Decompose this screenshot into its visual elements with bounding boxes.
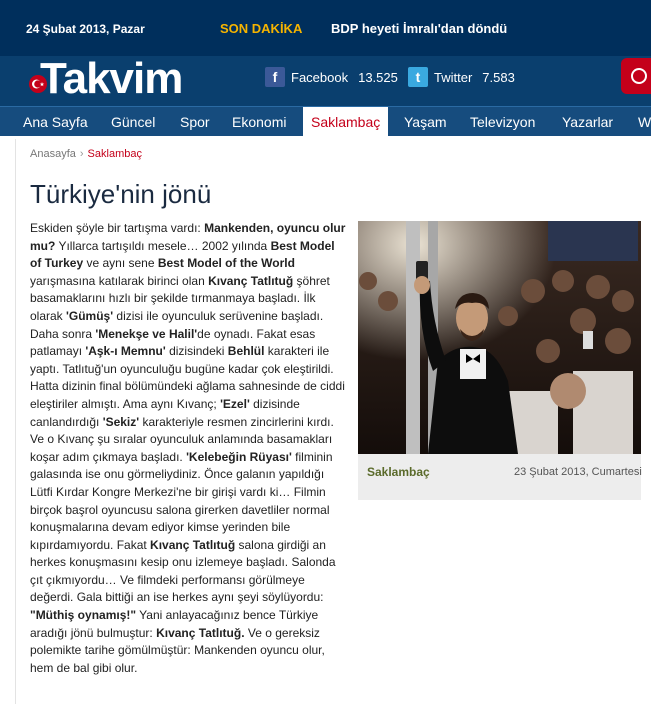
nav-item-saklambac[interactable]: Saklambaç bbox=[303, 107, 388, 137]
article-text: de oynadı. Fakat esas patlamayı bbox=[30, 326, 316, 359]
article-emphasis: 'Gümüş' bbox=[66, 308, 114, 323]
breadcrumb-home[interactable]: Anasayfa bbox=[30, 148, 76, 160]
nav-item-yazarlar[interactable]: Yazarlar bbox=[562, 114, 614, 130]
breaking-news-label: SON DAKİKA bbox=[220, 21, 303, 36]
nav-item-yasam[interactable]: Yaşam bbox=[404, 114, 447, 130]
article-text: Yani anlayacağınız bence Türkiye aradığı jönü bulmuştur: bbox=[30, 608, 319, 640]
article-text: dizisi ile oyunculuk serüvenine başladı. Daha sonra bbox=[30, 308, 324, 341]
nav-item-guncel[interactable]: Güncel bbox=[111, 114, 156, 130]
article-title: Türkiye'nin jönü bbox=[30, 179, 212, 209]
article-text: karakteri ile yaptı. Tatlıtuğ'un oyunculuğu bugüne kadar çok eleştirildi. Hatta dizinin final bölümündeki ağlama sahnesinde de ciddi eleştiriler almıştı. Ama aynı Kıvanç; bbox=[30, 344, 345, 411]
breadcrumb-current[interactable]: Saklambaç bbox=[87, 148, 142, 160]
article-emphasis: Mankenden, oyuncu olur mu? bbox=[30, 221, 346, 253]
breadcrumb bbox=[30, 148, 142, 160]
current-date: 24 Şubat 2013, Pazar bbox=[26, 22, 145, 36]
twitter-icon: t bbox=[408, 67, 428, 87]
article-emphasis: Best Model of the World bbox=[157, 256, 295, 271]
article-text: dizisindeki bbox=[165, 344, 228, 359]
main-nav bbox=[0, 106, 651, 136]
article-emphasis: "Müthiş oynamış!" bbox=[30, 608, 137, 623]
article-text: salona girdiği an herkes konuşmasını kesip onu izlemeye başladı. Salonda çıt çıkmıyordu… Ve filmdeki performansı görülmeye değerdi. Gala bittiği an ise herkes aynı şeyi söylüyordu: bbox=[30, 537, 336, 605]
facebook-count: 13.525 bbox=[358, 69, 398, 85]
site-logo[interactable] bbox=[28, 54, 233, 103]
article-text: filminin galasında ise onu görmeliydiniz. Önce galanın yapıldığı Lütfi Kırdar Kongre Merkezi'ne bir girişi vardı ki… Filmin birçok başrol oyuncusu salona girerken davetliler normal konuşmalarına devam ediyor kimse yerinden bile kıpırdamıyordu. Fakat bbox=[30, 449, 333, 552]
twitter-link[interactable] bbox=[408, 66, 515, 88]
chevron-right-icon: › bbox=[79, 148, 84, 160]
nav-item-spor[interactable]: Spor bbox=[180, 114, 210, 130]
nav-item-ekonomi[interactable]: Ekonomi bbox=[232, 114, 287, 130]
article-text: Ve o gereksiz polemikte tarihe gömülmüştür: Mankenden oyuncu olur, hem de bal gibi olur. bbox=[30, 625, 325, 675]
article-emphasis: Kıvanç Tatlıtuğ bbox=[150, 537, 236, 552]
twitter-label: Twitter bbox=[434, 69, 473, 85]
article-emphasis: Kıvanç Tatlıtuğ bbox=[208, 273, 294, 288]
photo-date: 23 Şubat 2013, Cumartesi bbox=[514, 466, 642, 478]
article-emphasis: Best Model of Turkey bbox=[30, 238, 335, 271]
article-text: ve aynı sene bbox=[83, 256, 158, 271]
nav-item-ana-sayfa[interactable]: Ana Sayfa bbox=[23, 114, 88, 130]
search-icon bbox=[631, 68, 647, 84]
article-emphasis: 'Ezel' bbox=[220, 396, 250, 411]
breaking-news-link[interactable]: BDP heyeti İmralı'dan döndü bbox=[331, 21, 508, 36]
facebook-icon: f bbox=[265, 67, 285, 87]
article-text: dizisinde canlandırdığı bbox=[30, 396, 300, 429]
article-emphasis: 'Menekşe ve Halil' bbox=[95, 326, 198, 341]
nav-item-televizyon[interactable]: Televizyon bbox=[470, 114, 536, 130]
article-emphasis: 'Sekiz' bbox=[102, 414, 140, 429]
photo-illustration bbox=[358, 221, 641, 454]
article-emphasis: 'Aşk-ı Memnu' bbox=[85, 344, 166, 359]
article-photo[interactable] bbox=[358, 221, 641, 454]
facebook-label: Facebook bbox=[291, 69, 349, 85]
nav-item-more[interactable]: W bbox=[638, 114, 651, 130]
logo-text: Takvim bbox=[40, 54, 183, 103]
article-text: Eskiden şöyle bir tartışma vardı: bbox=[30, 221, 205, 235]
article-text: karakteriyle resmen zincirlerini kırdı. Ve o Kıvanç şu sıralar oyunculuk anlamında basamakları koşar adım çıkmaya başladı. bbox=[30, 414, 334, 464]
article-emphasis: 'Kelebeğin Rüyası' bbox=[186, 449, 292, 464]
article-text: Yıllarca tartışıldı mesele… 2002 yılında bbox=[55, 238, 271, 253]
search-button[interactable] bbox=[621, 58, 651, 94]
article-emphasis: Behlül bbox=[227, 344, 265, 359]
article-text: yarışmasına katılarak birinci olan bbox=[30, 273, 209, 288]
twitter-count: 7.583 bbox=[482, 69, 515, 85]
article-text: şöhret basamaklarını hızlı bir şekilde tırmanmaya başladı. İlk olarak bbox=[30, 273, 330, 323]
article-body bbox=[30, 220, 346, 677]
article-emphasis: Kıvanç Tatlıtuğ. bbox=[156, 625, 245, 640]
photo-category[interactable]: Saklambaç bbox=[367, 465, 430, 479]
content-divider bbox=[15, 139, 16, 704]
facebook-link[interactable] bbox=[265, 66, 398, 88]
